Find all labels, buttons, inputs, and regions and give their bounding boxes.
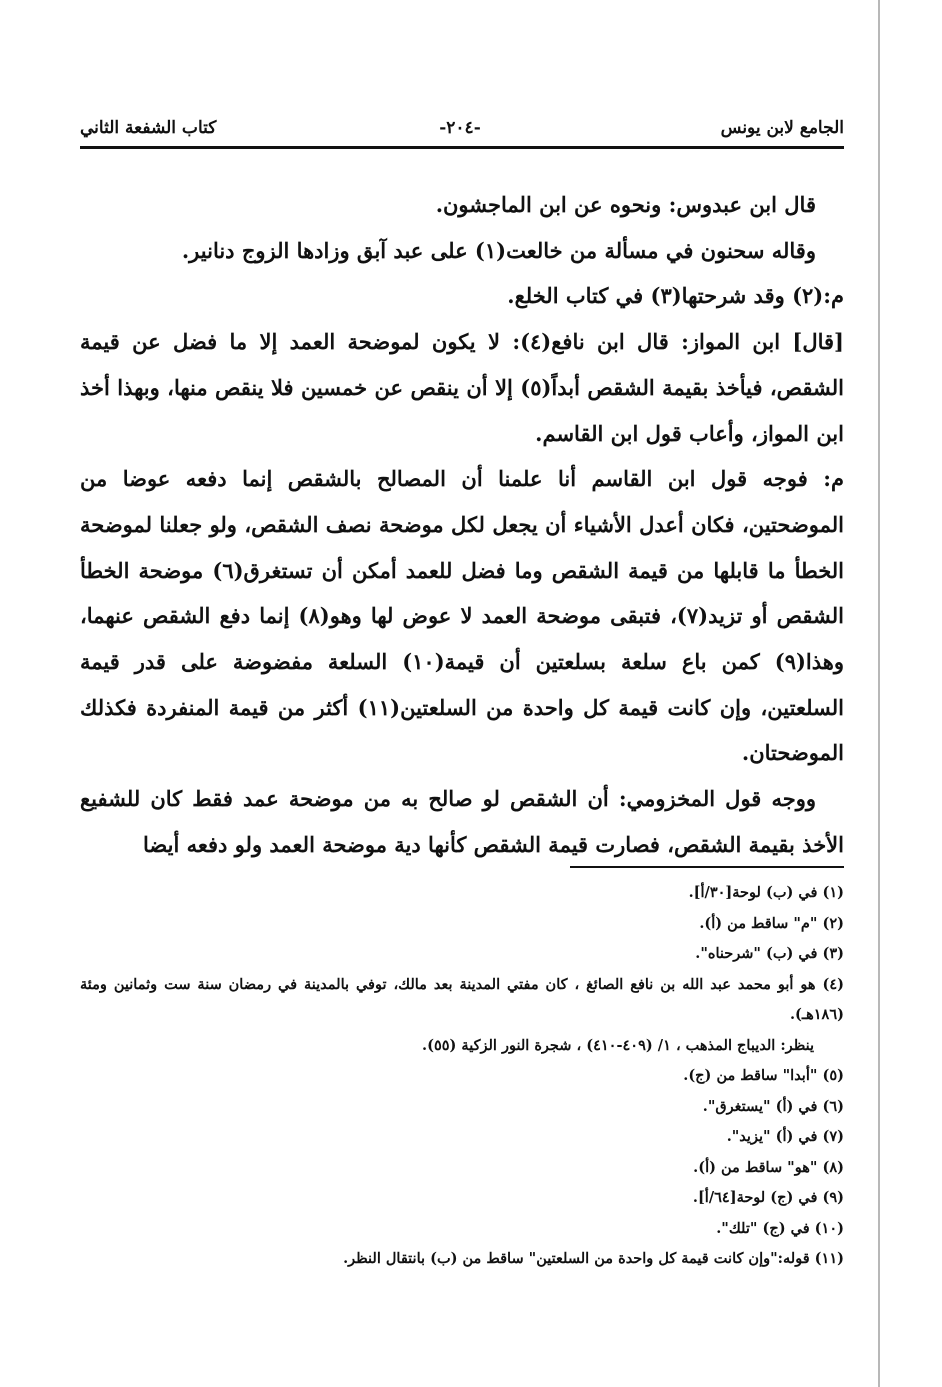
page-edge-rule — [878, 0, 880, 1387]
header-divider — [80, 146, 844, 149]
paragraph-6: ووجه قول المخزومي: أن الشقص لو صالح به من موضحة عمد فقط كان للشفيع الأخذ بقيمة الشقص، فصارت قيمة الشقص كأنها دية موضحة العمد ولو دفعه أيضا — [80, 786, 844, 857]
footnote-8: (٨) "هو" ساقط من (أ). — [693, 1158, 844, 1176]
page-header — [80, 112, 844, 148]
paragraph-1: قال ابن عبدوس: ونحوه عن ابن الماجشون. — [435, 192, 816, 217]
main-text — [80, 182, 844, 868]
footnotes — [80, 878, 844, 1275]
footnote-4: (٤) هو أبو محمد عبد الله بن نافع الصائغ ، كان مفتي المدينة بعد مالك، توفي بالمدينة في رمضان سنة ست وثمانين ومئة (١٨٦هـ). — [80, 975, 844, 1023]
paragraph-2: وقاله سحنون في مسألة من خالعت(١) على عبد آبق وزادها الزوج دنانير. — [181, 237, 816, 263]
footnote-4-reference: ينظر: الديباج المذهب ، ١/ (٤٠٩-٤١٠) ، شجرة النور الزكية (٥٥). — [422, 1036, 814, 1054]
footnote-6: (٦) في (أ) "يستغرق". — [702, 1097, 844, 1115]
footnote-10: (١٠) في (ج) "تلك". — [716, 1219, 844, 1237]
page-number: -٢٠٤- — [439, 118, 481, 138]
paragraph-3: م:(٢) وقد شرحتها(٣) في كتاب الخلع. — [507, 283, 844, 309]
paragraph-5: م: فوجه قول ابن القاسم أنا علمنا أن المصالح بالشقص إنما دفعه عوضا من الموضحتين، فكان أعدل الأشياء أن يجعل لكل موضحة نصف الشقص، ولو جعلنا لموضحة الخطأ ما قابلها من قيمة الشقص وما فضل للعمد أمكن أن تستغرق(٦) موضحة الخطأ الشقص أو تزيد(٧)، فتبقى موضحة العمد لا عوض لها وهو(٨) إنما دفع الشقص عنهما، وهذا(٩) كمن باع سلعة بسلعتين أن قيمة(١٠) السلعة مفضوضة على قدر قيمة السلعتين، وإن كانت قيمة كل واحدة من السلعتين(١١) أكثر من قيمة المنفردة فكذلك الموضحتان. — [80, 466, 845, 766]
footnote-9: (٩) في (ج) لوحة[٦٤/أ]. — [692, 1189, 844, 1206]
footnote-3: (٣) في (ب) "شرحناه". — [695, 945, 844, 962]
header-chapter-title: كتاب الشفعة الثاني — [80, 118, 217, 138]
footnote-1: (١) في (ب) لوحة[٣٠/أ]. — [688, 884, 844, 901]
footnote-divider — [570, 866, 844, 868]
footnote-2: (٢) "م" ساقط من (أ). — [699, 914, 844, 932]
paragraph-4: [قال] ابن المواز: قال ابن نافع(٤): لا يكون لموضحة العمد إلا ما فضل عن قيمة الشقص، فيأخذ بقيمة الشقص أبداً(٥) إلا أن ينقص عن خمسين فلا ينقص منها، وبهذا أخذ ابن المواز، وأعاب قول ابن القاسم. — [80, 329, 844, 446]
footnote-7: (٧) في (أ) "يزيد". — [726, 1128, 844, 1145]
footnote-11: (١١) قوله:"وإن كانت قيمة كل واحدة من السلعتين" ساقط من (ب) بانتقال النظر. — [343, 1250, 844, 1267]
footnote-5: (٥) "أبدا" ساقط من (ج). — [683, 1067, 844, 1084]
header-book-title: الجامع لابن يونس — [720, 118, 844, 138]
